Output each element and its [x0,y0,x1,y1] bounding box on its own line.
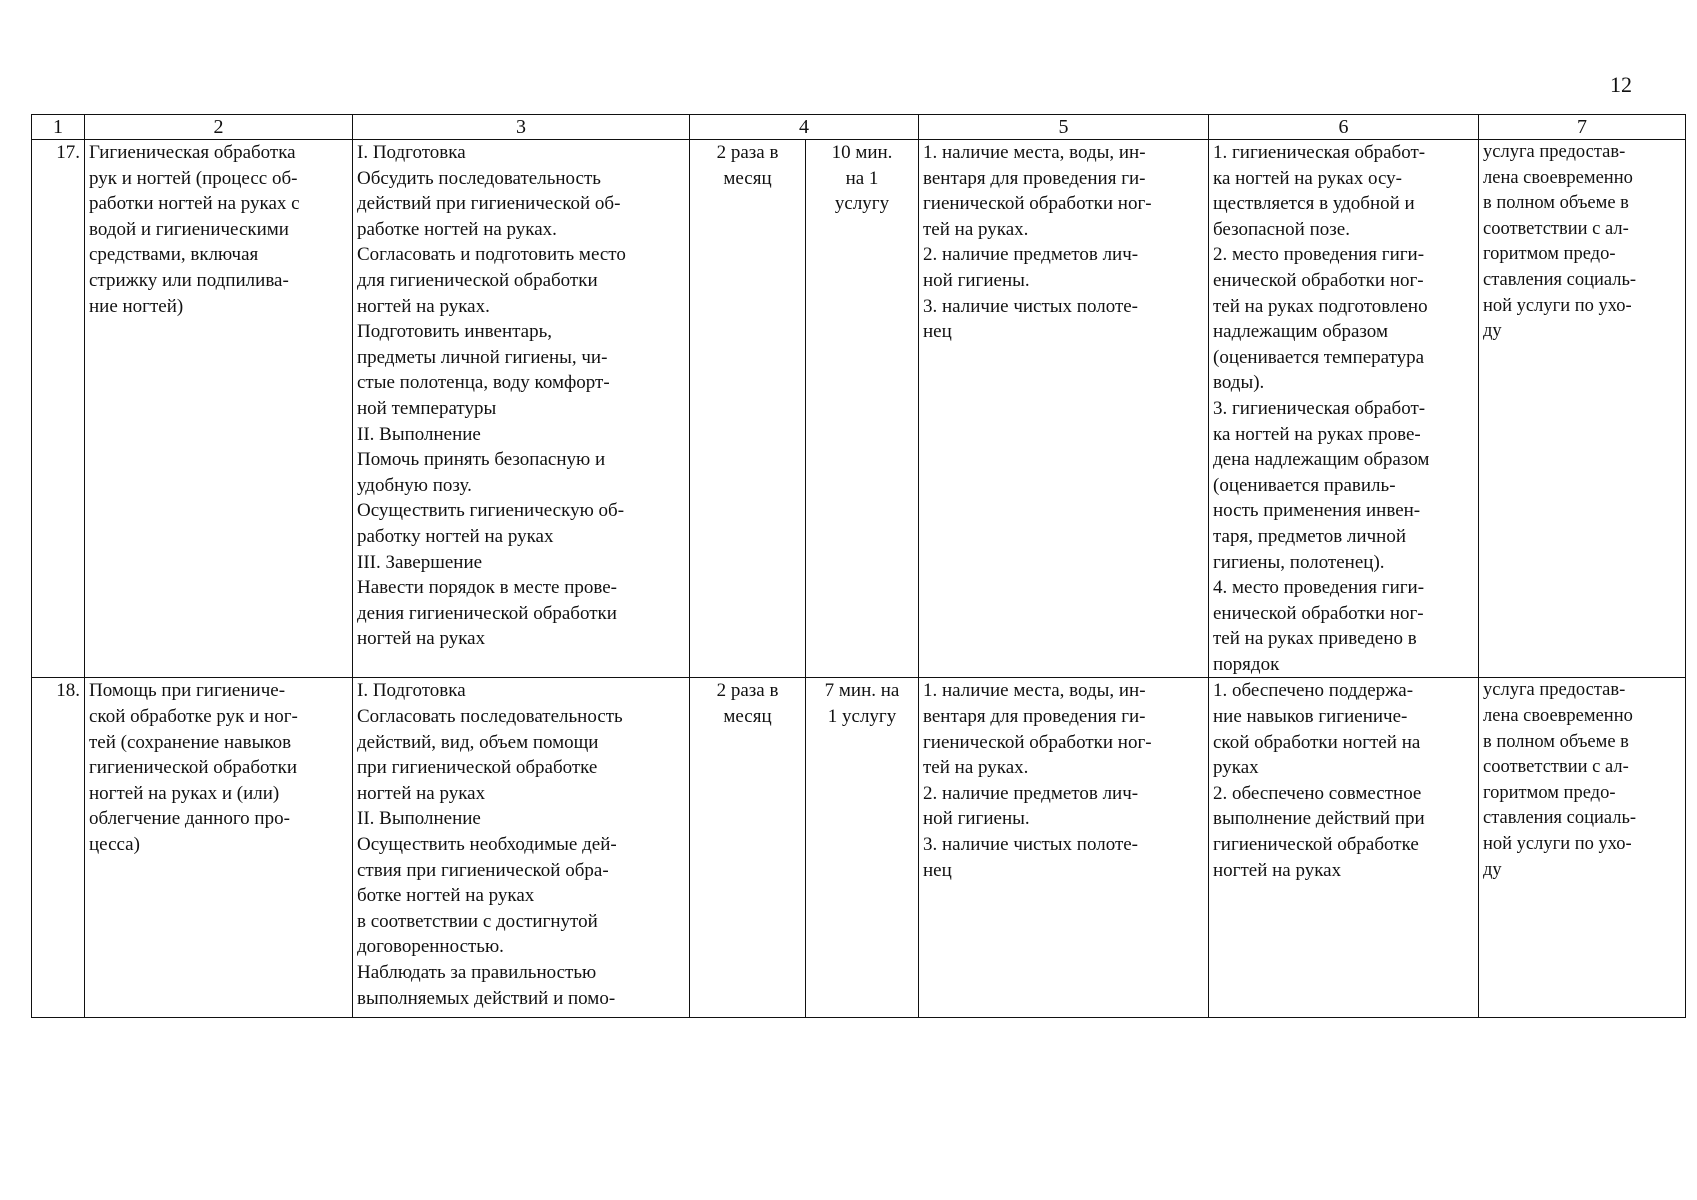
result-cell [1479,140,1686,678]
cell-line: гигиены, полотенец). [1213,551,1385,573]
cell-line: месяц [723,167,772,189]
cell-line: ногтей на руках. [357,295,490,317]
cell-line: 2. наличие предметов лич- [923,244,1139,266]
cell-line: III. Завершение [357,551,483,573]
service-name-cell [85,678,353,1018]
duration-cell [806,140,919,678]
cell-line: гиенической обработки ног- [923,193,1152,215]
cell-line: вентаря для проведения ги- [923,706,1146,728]
header-col-4: 4 [690,115,919,140]
cell-line: 1. гигиеническая обработ- [1213,142,1426,163]
cell-line: 3. наличие чистых полоте- [923,834,1139,856]
cell-line: услугу [834,193,890,215]
cell-line: в полном объеме в [1483,193,1629,214]
quality-criteria-cell [1209,678,1479,1018]
cell-line: водой и гигиеническими [89,218,289,240]
cell-line: ной услуги по ухо- [1483,834,1632,855]
cell-line: выполнение действий при [1213,808,1425,830]
cell-line: ной температуры [357,397,497,419]
cell-line: нец [923,321,952,343]
cell-line: Осуществить гигиеническую об- [357,500,625,522]
page-number: 12 [1610,72,1632,97]
cell-line: ществляется в удобной и [1213,193,1415,215]
cell-line: Обсудить последовательность [357,167,601,189]
procedure-steps-cell [353,140,690,678]
cell-line: 1. наличие места, воды, ин- [923,680,1146,702]
cell-line: стые полотенца, воду комфорт- [357,372,610,394]
cell-line: II. Выполнение [357,423,481,445]
header-col-5: 5 [919,115,1209,140]
cell-line: 1. наличие места, воды, ин- [923,142,1146,163]
cell-line: ду [1483,859,1502,880]
cell-line: работку ногтей на руках [357,525,554,547]
frequency-cell [690,140,806,678]
frequency-cell [690,678,806,1018]
cell-line: услуга предостав- [1483,680,1626,701]
cell-line: в соответствии с достигнутой [357,910,598,932]
cell-line: Помочь принять безопасную и [357,449,606,471]
cell-line: работке ногтей на руках. [357,218,557,240]
table-row [32,678,1686,1018]
cell-line: безопасной позе. [1213,218,1350,240]
cell-line: тей на руках. [923,218,1029,240]
cell-line: лена своевременно [1483,167,1633,188]
header-col-7: 7 [1479,115,1686,140]
cell-line: енической обработки ног- [1213,602,1424,624]
cell-line: для гигиенической обработки [357,269,598,291]
cell-line: ду [1483,321,1502,342]
conditions-cell [919,140,1209,678]
cell-line: нец [923,859,952,881]
cell-line: ногтей на руках [357,782,486,804]
header-col-3: 3 [353,115,690,140]
cell-line: тей (сохранение навыков [89,731,292,753]
cell-line: стрижку или подпилива- [89,269,289,291]
cell-line: при гигиенической обработке [357,757,598,779]
cell-line: в полном объеме в [1483,731,1629,752]
duration-cell [806,678,919,1018]
cell-line: 2 раза в [716,142,779,163]
cell-line: на 1 [845,167,879,189]
cell-line: выполняемых действий и помо- [357,987,616,1009]
cell-line: удобную позу. [357,474,472,496]
cell-line: Осуществить необходимые дей- [357,834,617,856]
cell-line: дения гигиенической обработки [357,602,617,624]
cell-line: (оценивается правиль- [1213,474,1396,496]
cell-line: ка ногтей на руках осу- [1213,167,1402,189]
cell-line: енической обработки ног- [1213,269,1424,291]
procedure-steps-cell [353,678,690,1018]
cell-line: 1. обеспечено поддержа- [1213,680,1414,702]
service-name-cell [85,140,353,678]
cell-line: Наблюдать за правильностью [357,962,597,983]
cell-line: Навести порядок в месте прове- [357,577,617,599]
cell-line: соответствии с ал- [1483,757,1629,778]
cell-line: I. Подготовка [357,142,466,163]
cell-line: надлежащим образом [1213,321,1388,343]
cell-line: гиенической обработки ног- [923,731,1152,753]
cell-line: Помощь при гигиениче- [89,680,286,702]
cell-line: ской обработки ногтей на [1213,731,1421,753]
cell-line: облегчение данного про- [89,808,290,830]
cell-line: 10 мин. [831,142,893,163]
row-number: 17. [32,140,85,678]
cell-line: Согласовать и подготовить место [357,244,626,266]
cell-line: 1 услугу [827,706,897,728]
cell-line: 3. наличие чистых полоте- [923,295,1139,317]
cell-line: договоренностью. [357,936,504,958]
cell-line: действий, вид, объем помощи [357,731,599,753]
cell-line: таря, предметов личной [1213,525,1406,547]
row-number: 18. [32,678,85,1018]
cell-line: Подготовить инвентарь, [357,321,553,343]
cell-line: 4. место проведения гиги- [1213,577,1425,599]
cell-line: тей на руках подготовлено [1213,295,1428,317]
cell-line: 2. место проведения гиги- [1213,244,1425,266]
cell-line: месяц [723,706,772,728]
cell-line: ской обработке рук и ног- [89,706,298,728]
cell-line: ставления социаль- [1483,269,1637,290]
cell-line: 2 раза в [716,680,779,702]
header-col-2: 2 [85,115,353,140]
cell-line: горитмом предо- [1483,244,1616,265]
cell-line: работки ногтей на руках с [89,193,300,215]
cell-line: ние ногтей) [89,295,184,317]
cell-line: I. Подготовка [357,680,466,702]
cell-line: 2. наличие предметов лич- [923,782,1139,804]
quality-criteria-cell [1209,140,1479,678]
cell-line: ка ногтей на руках прове- [1213,423,1421,445]
cell-line: тей на руках. [923,757,1029,779]
cell-line: услуга предостав- [1483,142,1626,162]
cell-line: Гигиеническая обработка [89,142,296,163]
cell-line: ние навыков гигиениче- [1213,706,1408,728]
cell-line: цесса) [89,834,140,856]
cell-line: лена своевременно [1483,706,1633,727]
cell-line: ной услуги по ухо- [1483,295,1632,316]
result-cell [1479,678,1686,1018]
cell-line: рук и ногтей (процесс об- [89,167,298,189]
cell-line: воды). [1213,372,1265,394]
cell-line: горитмом предо- [1483,782,1616,803]
cell-line: (оценивается температура [1213,346,1425,368]
cell-line: ность применения инвен- [1213,500,1421,522]
header-col-6: 6 [1209,115,1479,140]
cell-line: руках [1213,757,1259,779]
cell-line: порядок [1213,653,1280,675]
cell-line: ногтей на руках [357,628,486,650]
cell-line: дена надлежащим образом [1213,449,1430,471]
cell-line: ставления социаль- [1483,808,1637,829]
cell-line: средствами, включая [89,244,259,266]
cell-line: ной гигиены. [923,808,1030,830]
header-row [32,115,1686,140]
cell-line: ботке ногтей на руках [357,885,535,907]
cell-line: ногтей на руках и (или) [89,782,280,804]
services-table [31,114,1686,1018]
cell-line: 2. обеспечено совместное [1213,782,1422,804]
cell-line: ствия при гигиенической обра- [357,859,609,881]
cell-line: гигиенической обработке [1213,834,1419,856]
cell-line: II. Выполнение [357,808,481,830]
cell-line: ной гигиены. [923,269,1030,291]
header-col-1: 1 [32,115,85,140]
cell-line: гигиенической обработки [89,757,297,779]
conditions-cell [919,678,1209,1018]
cell-line: вентаря для проведения ги- [923,167,1146,189]
cell-line: ногтей на руках [1213,859,1342,881]
cell-line: 3. гигиеническая обработ- [1213,397,1426,419]
cell-line: предметы личной гигиены, чи- [357,346,608,368]
cell-line: соответствии с ал- [1483,218,1629,239]
cell-line: тей на руках приведено в [1213,628,1417,650]
table-row [32,140,1686,678]
cell-line: действий при гигиенической об- [357,193,621,215]
cell-line: Согласовать последовательность [357,706,623,728]
cell-line: 7 мин. на [824,680,900,702]
